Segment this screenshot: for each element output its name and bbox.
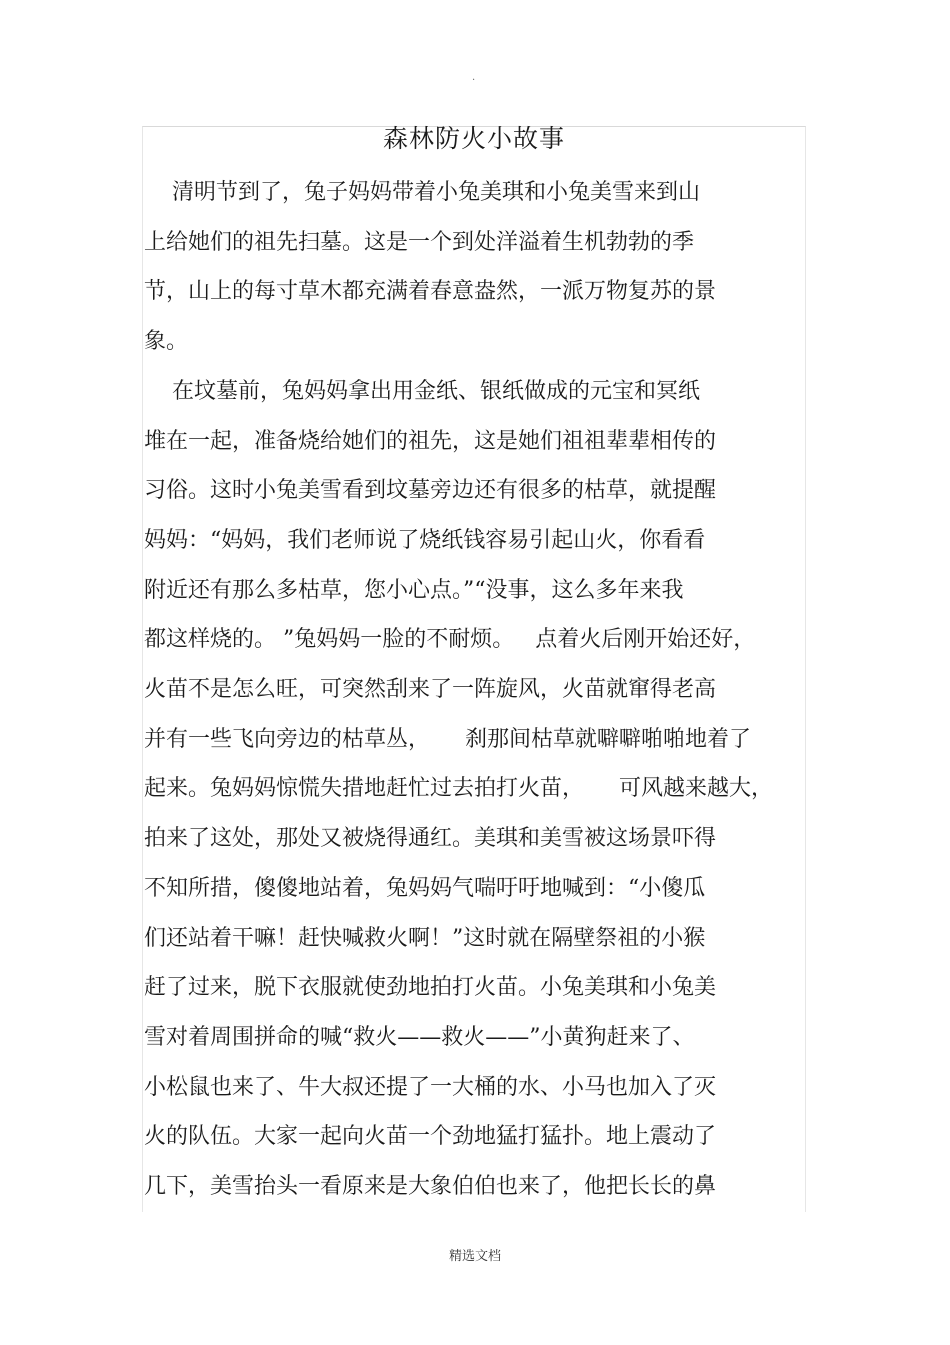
story-line: 几下，美雪抬头一看原来是大象伯伯也来了，他把长长的鼻 (144, 1174, 717, 1199)
story-line: 雪对着周围拼命的喊“救火——救火——”小黄狗赶来了、 (144, 1025, 695, 1050)
story-line: 都这样烧的。 ”兔妈妈一脸的不耐烦。 点着火后刚开始还好， (144, 627, 756, 652)
story-line: 并有一些飞向旁边的枯草丛， 刹那间枯草就噼噼啪啪地着了 (144, 727, 751, 752)
story-line: 堆在一起，准备烧给她们的祖先，这是她们祖祖辈辈相传的 (144, 429, 717, 454)
story-line: 小松鼠也来了、牛大叔还提了一大桶的水、小马也加入了灭 (144, 1075, 717, 1100)
story-line: 不知所措，傻傻地站着，兔妈妈气喘吁吁地喊到：“小傻瓜 (144, 876, 706, 901)
story-line: 火的队伍。大家一起向火苗一个劲地猛打猛扑。地上震动了 (144, 1124, 717, 1149)
story-line: 在坟墓前，兔妈妈拿出用金纸、银纸做成的元宝和冥纸 (144, 379, 700, 404)
header-dot: . (472, 72, 476, 83)
footer-label: 精选文档 (448, 1249, 501, 1264)
story-line: 妈妈：“妈妈，我们老师说了烧纸钱容易引起山火，你看看 (144, 528, 706, 553)
story-line: 火苗不是怎么旺，可突然刮来了一阵旋风，火苗就窜得老高 (144, 677, 717, 702)
story-line: 习俗。这时小兔美雪看到坟墓旁边还有很多的枯草，就提醒 (144, 478, 717, 503)
story-line: 赶了过来，脱下衣服就使劲地拍打火苗。小兔美琪和小兔美 (144, 975, 717, 1000)
story-line: 上给她们的祖先扫墓。这是一个到处洋溢着生机勃勃的季 (144, 230, 695, 255)
story-line: 象。 (144, 329, 189, 354)
story-line: 附近还有那么多枯草，您小心点。”“没事，这么多年来我 (144, 578, 684, 603)
story-line: 们还站着干嘛！赶快喊救火啊！”这时就在隔壁祭祖的小猴 (144, 926, 706, 951)
story-line: 拍来了这处，那处又被烧得通红。美琪和美雪被这场景吓得 (144, 826, 717, 851)
story-line: 节，山上的每寸草木都充满着春意盎然，一派万物复苏的景 (144, 279, 717, 304)
story-line: 清明节到了，兔子妈妈带着小兔美琪和小兔美雪来到山 (144, 180, 700, 205)
story-title: 森林防火小故事 (382, 124, 565, 153)
story-line: 起来。兔妈妈惊慌失措地赶忙过去拍打火苗， 可风越来越大， (144, 776, 773, 801)
